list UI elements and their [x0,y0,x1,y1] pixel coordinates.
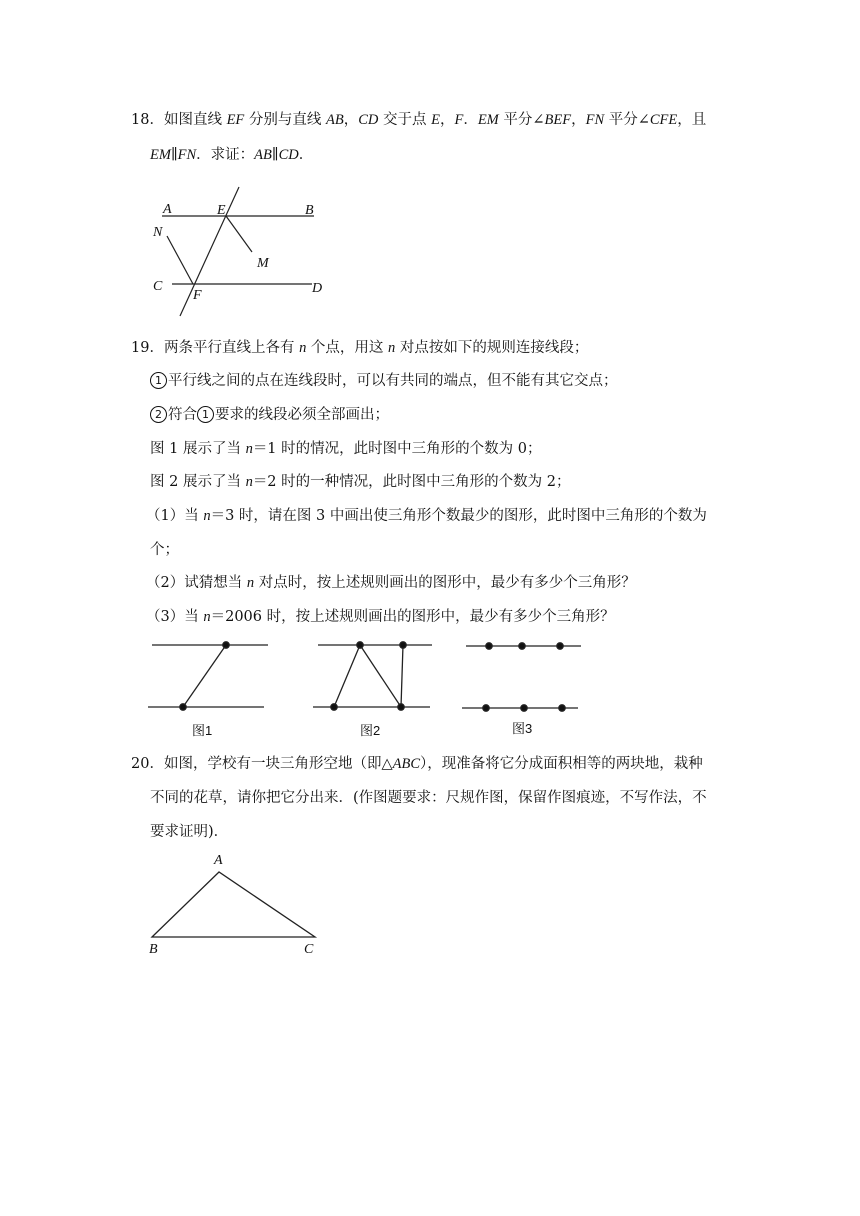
label-n: N [153,225,163,240]
label-b: B [305,203,314,218]
label-d: D [312,281,323,296]
q20-line-2 [150,788,707,808]
q20-text: 不同的花草，请你把它分出来．(作图题要求：尺规作图，保留作图痕迹，不写作法，不 [150,790,707,806]
q19-var: n [246,575,255,591]
q20-var: ABC [392,756,420,772]
q19-rule-2 [150,405,389,425]
fig2-caption: 图2 [360,723,381,738]
q18-var: EM [477,112,499,128]
q18-text: 交于点 [378,112,432,128]
q18-text: ．求证： [196,147,255,163]
fig3-point [519,643,525,649]
q19-part-3 [146,607,615,627]
q19-part-1 [146,506,707,526]
q19-part-2 [146,573,636,593]
q20-number: 20． [131,756,164,772]
circled-number-2: 2 [150,406,167,423]
label-a: A [163,202,172,217]
q18-text: ， [571,112,586,128]
fig2-point [400,642,406,648]
q19-line-4 [150,439,541,459]
label-m: M [257,256,269,271]
q18-var: E [431,112,440,128]
q19-part-1-cont [150,540,179,560]
label-f: F [193,288,202,303]
q18-line-1 [131,110,706,130]
q20-text: ），现准备将它分成面积相等的两块地，栽种 [420,756,703,772]
q19-text: 两条平行直线上各有 [163,340,300,356]
label-a: A [214,853,223,868]
fig2-segment [360,645,401,707]
figure-1 [148,642,268,710]
q18-text: ，且 [677,112,707,128]
q19-var: n [203,508,211,524]
q19-text: 个点，用这 [306,340,389,356]
q19-text: 符合 [168,407,197,423]
fig2-segment [334,645,360,707]
fig2-segment [401,645,403,707]
line-ef [180,187,239,316]
q18-text: ． [298,147,314,163]
q19-text: （3）当 [146,609,204,625]
circled-number-1: 1 [150,372,167,389]
q18-number: 18． [131,112,164,128]
fig3-point [521,705,527,711]
fig2-point [357,642,363,648]
q18-text: ． [463,112,478,128]
circled-number-1: 1 [197,406,214,423]
q19-text: 图 1 展示了当 [150,441,246,457]
q18-text: 平分∠ [604,112,650,128]
q18-var: EF [226,112,245,128]
q18-var: FN [177,147,197,163]
q18-var: F [454,112,464,128]
q19-text: 图 2 展示了当 [150,474,246,490]
ray-fn [167,236,193,284]
q18-text: ， [439,112,455,128]
q19-line-5 [150,472,570,492]
q19-var: n [203,609,211,625]
q18-var: AB [326,112,344,128]
fig3-point [486,643,492,649]
fig1-caption: 图1 [192,723,213,738]
label-c: C [304,942,314,957]
q19-text: 对点按如下的规则连接线段； [395,340,589,356]
q18-var: BEF [544,112,572,128]
fig3-point [559,705,565,711]
q19-var: n [299,340,307,356]
figure-2 [313,642,432,710]
q19-var: n [245,474,253,490]
q18-var: CFE [649,112,678,128]
q20-text: 如图，学校有一块三角形空地（即△ [163,756,393,772]
q20-line-3 [150,822,228,842]
q19-text: 平行线之间的点在连线段时，可以有共同的端点，但不能有其它交点； [168,373,618,389]
q19-text: （1）当 [146,508,204,524]
fig3-point [557,643,563,649]
q19-text: 对点时，按上述规则画出的图形中，最少有多少个三角形？ [254,575,636,591]
q18-var: AB [254,147,272,163]
q18-text: ， [343,112,359,128]
fig3-caption: 图3 [512,721,533,736]
q18-var: EM [150,147,171,163]
fig1-point [223,642,229,648]
q18-line-2 [150,145,313,165]
fig2-point [398,704,404,710]
q18-var: FN [585,112,605,128]
q19-text: 个； [150,542,179,558]
fig2-point [331,704,337,710]
q19-text: ＝2 时的一种情况，此时图中三角形的个数为 2； [252,474,571,490]
q19-rule-1 [150,371,618,391]
q19-text: 要求的线段必须全部画出； [215,407,389,423]
q18-var: CD [358,112,379,128]
fig1-point [180,704,186,710]
q19-var: n [388,340,396,356]
q18-symbol: ∥ [271,147,279,163]
fig3-point [483,705,489,711]
figure-3 [462,643,581,711]
q19-var: n [245,441,253,457]
q19-text: ＝3 时，请在图 3 中画出使三角形个数最少的图形，此时图中三角形的个数为 [210,508,707,524]
q18-var: CD [278,147,299,163]
label-b: B [149,942,158,957]
q18-text: 平分∠ [498,112,545,128]
q19-text: ＝2006 时，按上述规则画出的图形中，最少有多少个三角形？ [210,609,615,625]
q18-text: 分别与直线 [244,112,326,128]
q20-line-1 [131,754,703,774]
label-e: E [217,203,226,218]
q20-text: 要求证明)． [150,824,229,840]
triangle-abc [152,872,315,937]
q19-number: 19． [131,340,164,356]
q19-text: （2）试猜想当 [146,575,247,591]
q19-line-1 [131,338,588,358]
q18-symbol: ∥ [170,147,178,163]
fig1-segment [183,645,226,707]
q19-text: ＝1 时的情况，此时图中三角形的个数为 0； [252,441,542,457]
q18-text: 如图直线 [163,112,227,128]
label-c: C [153,279,163,294]
ray-em [226,216,252,252]
